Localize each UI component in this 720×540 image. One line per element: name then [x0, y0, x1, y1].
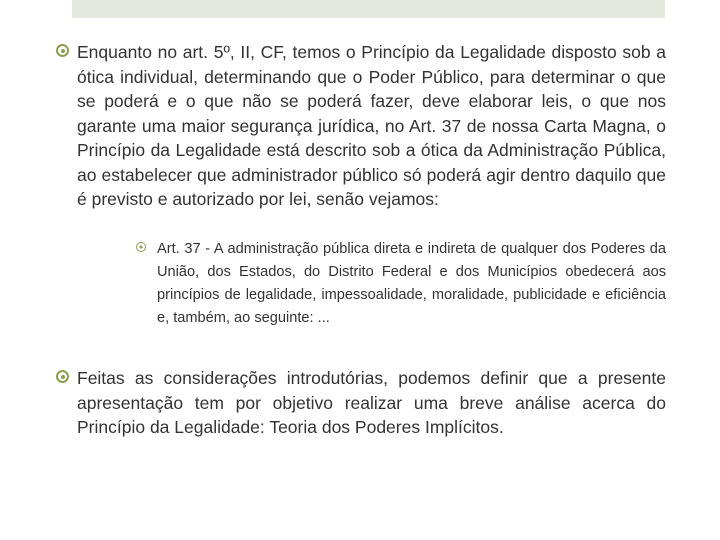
target-bullet-icon: [56, 370, 69, 383]
bullet-paragraph-1: [56, 40, 666, 212]
target-bullet-icon: [136, 242, 146, 252]
bullet-quote-art-37: [136, 238, 666, 330]
target-bullet-icon: [56, 44, 69, 57]
bullet-text: Enquanto no art. 5º, II, CF, temos o Princípio da Legalidade disposto sob a ótica individual, determinando que o Poder Público, para determinar o que se poderá e o que não se poderá fazer, deve elaborar leis, o que nos garante uma maior segurança jurídica, no Art. 37 de nossa Carta Magna, o Princípio da Legalidade está descrito sob a ótica da Administração Pública, ao estabelecer que administrador público só poderá agir dentro daquilo que é previsto e autorizado por lei, senão vejamos:: [77, 42, 666, 209]
bullet-text: Art. 37 - A administração pública direta e indireta de qualquer dos Poderes da União, dos Estados, do Distrito Federal e dos Municípios obedecerá aos princípios de legalidade, impessoalidade, moralidade, publicidade e eficiência e, também, ao seguinte: ...: [157, 241, 666, 326]
top-decorative-bar: [72, 0, 665, 18]
bullet-paragraph-2: [56, 366, 666, 440]
bullet-text: Feitas as considerações introdutórias, podemos definir que a presente apresentação tem por objetivo realizar uma breve análise acerca do Princípio da Legalidade: Teoria dos Poderes Implícitos.: [77, 368, 666, 437]
